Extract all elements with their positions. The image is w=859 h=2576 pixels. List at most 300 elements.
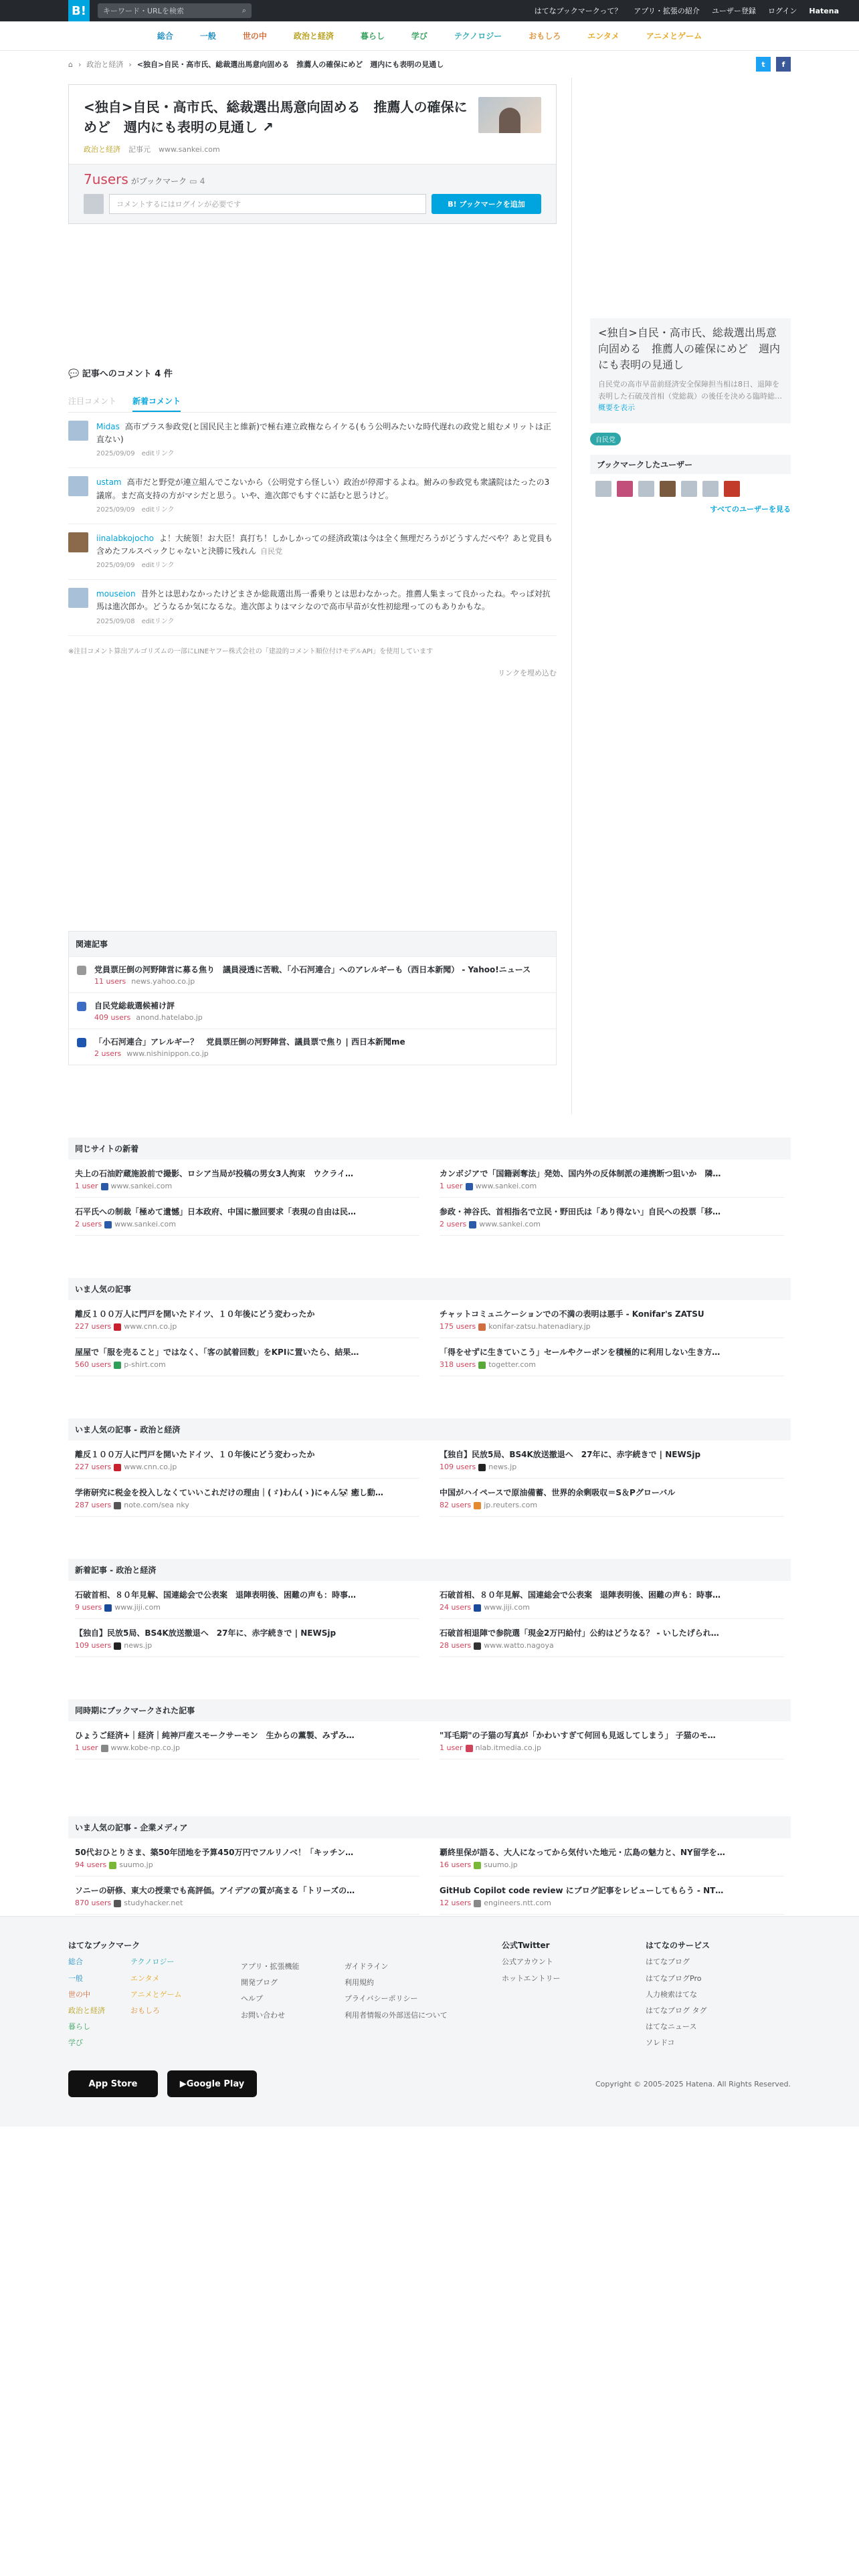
section-item-title[interactable]: GitHub Copilot code review にブログ記事をレビューしてもらう - NT…	[440, 1886, 724, 1895]
section-item[interactable]	[440, 1721, 784, 1759]
section-item-meta	[440, 1463, 784, 1471]
bookmark-users-count[interactable]: 7users	[84, 171, 128, 187]
section-item-meta	[75, 1641, 419, 1650]
comment-permalink[interactable]: editリンク	[141, 562, 175, 570]
comment-item	[68, 524, 557, 580]
related-articles	[68, 931, 557, 1065]
favicon-icon	[114, 1900, 121, 1907]
comment-date-text[interactable]: 2025/09/08	[96, 617, 135, 625]
related-body	[94, 964, 531, 986]
section-0	[68, 1138, 791, 1236]
avatar[interactable]	[68, 588, 88, 608]
main-wrap	[68, 51, 791, 1940]
section-item-meta	[75, 1603, 419, 1612]
comment-item	[68, 468, 557, 524]
about-link[interactable]: はてなブックマークって？	[534, 7, 622, 15]
entry-category[interactable]: 政治と経済	[84, 145, 120, 154]
section-item-meta	[75, 1322, 419, 1331]
sidebar-tag[interactable]: 自民党	[590, 433, 621, 445]
section-item[interactable]	[440, 1198, 784, 1236]
footer-service-link[interactable]: はてなニュース	[646, 2022, 697, 2032]
category-3[interactable]: 政治と経済	[293, 31, 334, 41]
sidebar-desc: 自民党の高市早苗前経済安全保障担当相は8日、退陣を表明した石破茂首相（党総裁）の後任を決める臨時総…	[598, 380, 782, 401]
section-item[interactable]	[75, 1160, 419, 1198]
section-item[interactable]	[440, 1619, 784, 1657]
section-item-meta	[440, 1322, 784, 1331]
comment-username[interactable]: ustam	[96, 477, 122, 488]
related-domain[interactable]: anond.hatelabo.jp	[136, 1013, 203, 1022]
section-item-title[interactable]: 覇終里保が語る、大人になってから気付いた地元・広島の魅力と、NY留学を…	[440, 1848, 725, 1857]
top-bar	[0, 0, 859, 21]
section-item-meta	[75, 1743, 419, 1752]
comment-text: よ！大統領！お大臣！真打ち！しかしかっての経済政策は今は全く無理だろうがどうすんだべや？あと党員も含めたフルスペックじゃないと決勝に残れん	[96, 533, 553, 556]
favicon-icon	[469, 1221, 476, 1228]
breadcrumb-title: <独自>自民・高市氏、総裁選出馬意向固める 推薦人の確保にめど 週内にも表明の見通し	[136, 60, 444, 69]
section-item[interactable]	[75, 1300, 419, 1338]
section-item[interactable]	[440, 1876, 784, 1915]
section-item-domain[interactable]: jp.reuters.com	[484, 1501, 538, 1509]
column-divider	[571, 78, 572, 1114]
section-item-users[interactable]: 1 user	[75, 1743, 98, 1752]
favicon-icon	[478, 1323, 486, 1331]
section-item-domain[interactable]: konifar-zatsu.hatenadiary.jp	[488, 1322, 591, 1331]
related-domain[interactable]: www.nishinippon.co.jp	[126, 1049, 209, 1058]
user-avatar[interactable]	[595, 481, 611, 497]
copyright: Copyright © 2005-2025 Hatena. All Rights Reserved.	[595, 2080, 791, 2088]
section-item-title[interactable]: 石破首相退陣で参院選「現金2万円給付」公約はどうなる？ - いしたげられ…	[440, 1628, 719, 1638]
comment-input[interactable]: コメントするにはログインが必要です	[109, 194, 426, 214]
comment-username[interactable]: iinalabkojocho	[96, 533, 155, 543]
breadcrumb-category[interactable]: 政治と経済	[86, 60, 124, 69]
section-item-meta	[75, 1899, 419, 1907]
section-item-users[interactable]: 24 users	[440, 1603, 472, 1612]
favicon-icon	[114, 1323, 121, 1331]
section-item-domain[interactable]: www.jiji.com	[114, 1603, 161, 1612]
section-item-users[interactable]: 28 users	[440, 1641, 472, 1650]
user-avatar[interactable]	[702, 481, 719, 497]
bookmark-area	[69, 164, 556, 223]
top-nav	[535, 5, 839, 16]
section-item-users[interactable]: 2 users	[440, 1220, 467, 1228]
related-body	[94, 1036, 405, 1058]
section-grid	[68, 1300, 791, 1376]
section-item-meta	[75, 1220, 419, 1228]
section-item-users[interactable]: 12 users	[440, 1899, 472, 1907]
twitter-heading: 公式Twitter	[502, 1941, 550, 1950]
hatena-brand[interactable]: Hatena	[809, 6, 839, 15]
app-store-badge[interactable]: App Store	[68, 2070, 158, 2097]
footer-service-link[interactable]: はてなブログ タグ	[646, 2006, 707, 2015]
section-item-meta	[440, 1603, 784, 1612]
section-grid	[68, 1440, 791, 1517]
footer-link[interactable]: 開発ブログ	[241, 1978, 278, 1988]
section-item-meta	[75, 1860, 419, 1869]
comment-text: 高市だと野党が連立組んでこないから（公明党すら怪しい）政治が停滞するよね。鮒みの参政党も衆議院はたったの3議席。まだ高支持の方がマシだと思う。いや、進次郎でもすぐに話むと思うけど。	[96, 477, 550, 500]
section-item-users[interactable]: 175 users	[440, 1322, 476, 1331]
comment-permalink[interactable]: editリンク	[141, 617, 175, 625]
related-users[interactable]: 2 users	[94, 1049, 122, 1058]
avatar[interactable]	[68, 421, 88, 441]
category-9[interactable]: アニメとゲーム	[646, 31, 702, 41]
comment-body	[96, 421, 557, 459]
related-meta	[94, 1049, 405, 1058]
section-item[interactable]	[75, 1581, 419, 1619]
footer-category-link[interactable]: アニメとゲーム	[130, 1990, 182, 1999]
comment-algorithm-note: ※注目コメント算出アルゴリズムの一部にLINEヤフー株式会社の「建設的コメント順位付けモデルAPI」を使用しています	[68, 647, 434, 655]
section-item-meta	[75, 1463, 419, 1471]
section-item-domain[interactable]: engineers.ntt.com	[484, 1899, 551, 1907]
comment-date-text[interactable]: 2025/09/09	[96, 506, 135, 514]
section-item-domain[interactable]: p-shirt.com	[124, 1360, 166, 1369]
section-item-users[interactable]: 82 users	[440, 1501, 472, 1509]
comments-section	[68, 366, 557, 678]
footer-category-link[interactable]: おもしろ	[130, 2006, 160, 2015]
footer-twitter-link[interactable]: 公式アカウント	[502, 1957, 553, 1967]
play-icon: ▶	[179, 2078, 187, 2089]
related-domain[interactable]: news.yahoo.co.jp	[131, 977, 195, 986]
user-avatar[interactable]	[660, 481, 676, 497]
section-item-title[interactable]: 【独自】民放5局、BS4K放送撤退へ 27年に、赤字続きで | NEWSjp	[440, 1450, 701, 1459]
section-item[interactable]	[440, 1479, 784, 1517]
section-item-domain[interactable]: www.cnn.co.jp	[124, 1463, 177, 1471]
home-icon[interactable]: ⌂	[68, 60, 73, 69]
section-heading: いま人気の記事 - 政治と経済	[68, 1418, 791, 1440]
section-item-users[interactable]: 287 users	[75, 1501, 112, 1509]
section-item-title[interactable]: 学術研究に税金を投入しなくていいこれだけの理由｜(ゞ)わん(ゝ)にゃん🐼 癒し動…	[75, 1488, 383, 1497]
related-title[interactable]: 党員票圧倒の河野陣営に募る焦り 議員浸透に苦戦、「小石河連合」へのアレルギーも（西日本新聞） - Yahoo!ニュース	[94, 965, 531, 974]
comment-date-text[interactable]: 2025/09/09	[96, 562, 135, 570]
section-item-title[interactable]: 「得をせずに生きていこう」セールやクーポンを積極的に利用しない生き方…	[440, 1348, 721, 1357]
section-item[interactable]	[75, 1876, 419, 1915]
login-link[interactable]: ログイン	[767, 7, 797, 15]
footer-service-link[interactable]: はてなブログPro	[646, 1973, 702, 1983]
footer-category-link[interactable]: 世の中	[68, 1990, 90, 1999]
section-item[interactable]	[440, 1300, 784, 1338]
favicon-icon	[474, 1604, 481, 1612]
related-item[interactable]	[69, 1029, 556, 1065]
section-item-meta	[440, 1899, 784, 1907]
related-meta	[94, 1013, 203, 1022]
category-1[interactable]: 一般	[199, 31, 216, 41]
footer-service-link[interactable]: ソレドコ	[646, 2038, 675, 2048]
footer-link[interactable]: 利用規約	[345, 1978, 374, 1988]
section-item-users[interactable]: 2 users	[75, 1220, 102, 1228]
section-item-users[interactable]: 227 users	[75, 1463, 112, 1471]
section-item-domain[interactable]: www.jiji.com	[484, 1603, 530, 1612]
section-heading: 同時期にブックマークされた記事	[68, 1699, 791, 1721]
section-item-title[interactable]: カンボジアで「国籍剥奪法」発効、国内外の反体制派の連携断つ狙いか 隣…	[440, 1169, 721, 1178]
add-bookmark-button[interactable]: B! ブックマークを追加	[432, 194, 541, 214]
section-item[interactable]	[75, 1838, 419, 1876]
section-item-domain[interactable]: www.cnn.co.jp	[124, 1322, 177, 1331]
related-heading: 関連記事	[69, 932, 556, 956]
section-item[interactable]	[75, 1198, 419, 1236]
footer-link[interactable]: ガイドライン	[345, 1962, 389, 1971]
comment-date	[96, 505, 557, 516]
comment-date-text[interactable]: 2025/09/09	[96, 450, 135, 458]
section-item-users[interactable]: 16 users	[440, 1860, 472, 1869]
source-domain[interactable]: www.sankei.com	[159, 144, 220, 154]
section-item-domain[interactable]: studyhacker.net	[124, 1899, 183, 1907]
section-item-domain[interactable]: www.sankei.com	[479, 1220, 541, 1228]
bookmark-user-icons	[590, 474, 791, 504]
category-4[interactable]: 暮らし	[360, 31, 385, 41]
avatar[interactable]	[68, 532, 88, 552]
section-item-title[interactable]: 中国がハイペースで原油備蓄、世界的余剰吸収＝S＆Pグローバル	[440, 1488, 676, 1497]
footer-category-link[interactable]: 学び	[68, 2038, 83, 2048]
section-heading: いま人気の記事	[68, 1278, 791, 1300]
section-item-meta	[440, 1220, 784, 1228]
footer-service-link[interactable]: はてなブログ	[646, 1957, 690, 1967]
search-input[interactable]	[98, 3, 252, 18]
comment-list	[68, 413, 557, 636]
category-0[interactable]: 総合	[157, 31, 173, 41]
footer-category-link[interactable]: 暮らし	[68, 2022, 90, 2032]
section-item-domain[interactable]: www.sankei.com	[110, 1182, 173, 1190]
section-4	[68, 1699, 791, 1759]
section-item[interactable]	[440, 1581, 784, 1619]
section-item-meta	[440, 1743, 784, 1752]
google-play-badge[interactable]: ▶ Google Play	[167, 2070, 257, 2097]
comment-body	[96, 532, 557, 571]
related-item[interactable]	[69, 992, 556, 1029]
section-item-title[interactable]: 【独自】民放5局、BS4K放送撤退へ 27年に、赤字続きで | NEWSjp	[75, 1628, 337, 1638]
section-item-domain[interactable]: togetter.com	[488, 1360, 536, 1369]
favicon-icon	[474, 1900, 481, 1907]
section-item-users[interactable]: 109 users	[440, 1463, 476, 1471]
source-label: 記事元	[128, 145, 151, 154]
show-summary-link[interactable]: 概要を表示	[598, 403, 635, 413]
bookmark-users-heading: ブックマークしたユーザー	[590, 455, 791, 474]
footer-service-link[interactable]: 人力検索はてな	[646, 1990, 697, 1999]
external-link-icon[interactable]: ↗	[262, 119, 274, 135]
section-item-meta	[440, 1860, 784, 1869]
sidebar	[590, 318, 791, 514]
section-item-title[interactable]: 石破首相、８０年見解、国連総会で公表案 退陣表明後、困難の声も：時事…	[75, 1590, 357, 1600]
section-grid	[68, 1160, 791, 1236]
footer-link[interactable]: ヘルプ	[241, 1994, 263, 2004]
footer-link[interactable]: プライバシーポリシー	[345, 1994, 418, 2004]
section-item-title[interactable]: ひょうご経済+｜経済｜純神戸産スモークサーモン 生からの薫製、みずみ…	[75, 1731, 355, 1740]
comment-permalink[interactable]: editリンク	[141, 506, 175, 514]
favicon-icon	[114, 1464, 121, 1471]
footer-twitter-link[interactable]: ホットエントリー	[502, 1973, 561, 1983]
section-item-users[interactable]: 94 users	[75, 1860, 107, 1869]
section-item-domain[interactable]: suumo.jp	[119, 1860, 153, 1869]
section-item-domain[interactable]: www.sankei.com	[475, 1182, 537, 1190]
related-body	[94, 1000, 203, 1022]
breadcrumb: ⌂ › 政治と経済 › <独自>自民・高市氏、総裁選出馬意向固める 推薦人の確保にめど 週内にも表明の見通し t f	[68, 51, 791, 78]
section-item-domain[interactable]: www.kobe-np.co.jp	[110, 1743, 180, 1752]
footer-category-link[interactable]: エンタメ	[130, 1973, 160, 1983]
section-item-meta	[440, 1182, 784, 1190]
comment-date	[96, 449, 557, 459]
footer-category-link[interactable]: 一般	[68, 1973, 83, 1983]
footer-col-services	[646, 1937, 710, 2052]
comment-icon: ▭	[189, 177, 197, 186]
comment-text: 昔外とは思わなかったけどまさか総裁選出馬一番乗りとは思わなかった。推薦人集まって良かったね。やっぱ対抗馬は進次郎か。どうなるか気になるな。進次郎よりはマシなので高市早苗が女性初総理ってのもありかもな。	[96, 589, 551, 612]
user-avatar[interactable]	[638, 481, 654, 497]
favicon-icon	[466, 1745, 473, 1752]
comments-heading: 記事へのコメント 4 件	[82, 369, 173, 379]
favicon-icon	[474, 1862, 481, 1869]
footer-category-link[interactable]: テクノロジー	[130, 1957, 175, 1967]
comment-body	[96, 588, 557, 627]
comment-date	[96, 560, 557, 571]
section-item-meta	[440, 1501, 784, 1509]
tab-new-comments[interactable]: 新着コメント	[132, 391, 181, 412]
section-item-title[interactable]: 離反１００万人に門戸を開いたドイツ、１０年後にどう変わったか	[75, 1450, 315, 1459]
section-item-title[interactable]: 夫上の石油貯蔵施設前で撮影、ロシア当局が投稿の男女3人拘束 ウクライ…	[75, 1169, 353, 1178]
footer-link[interactable]: お問い合わせ	[241, 2010, 285, 2020]
footer-col-apps	[241, 1959, 300, 2024]
footer-link[interactable]: アプリ・拡張機能	[241, 1962, 300, 1971]
favicon-icon	[77, 1038, 86, 1047]
sidebar-title[interactable]: <独自>自民・高市氏、総裁選出馬意向固める 推薦人の確保にめど 週内にも表明の見通し	[598, 326, 781, 371]
apps-link[interactable]: アプリ・拡張の紹介	[634, 7, 700, 15]
related-item[interactable]	[69, 956, 556, 992]
facebook-icon[interactable]: f	[776, 57, 791, 72]
section-item-meta	[440, 1641, 784, 1650]
section-item-title[interactable]: チャットコミュニケーションでの不満の表明は悪手 - Konifar's ZATSU	[440, 1309, 704, 1319]
user-avatar[interactable]	[724, 481, 740, 497]
bookmark-label: がブックマーク	[130, 177, 187, 186]
section-item-title[interactable]: 離反１００万人に門戸を開いたドイツ、１０年後にどう変わったか	[75, 1309, 315, 1319]
section-item-users[interactable]: 560 users	[75, 1360, 112, 1369]
section-item-users[interactable]: 227 users	[75, 1322, 112, 1331]
category-6[interactable]: テクノロジー	[454, 31, 502, 41]
comment-item	[68, 580, 557, 635]
section-item-users[interactable]: 1 user	[440, 1743, 463, 1752]
section-item-users[interactable]: 870 users	[75, 1899, 112, 1907]
section-item-domain[interactable]: www.sankei.com	[114, 1220, 176, 1228]
footer-category-link[interactable]: 総合	[68, 1957, 83, 1967]
footer	[0, 1916, 859, 2127]
section-item-domain[interactable]: suumo.jp	[484, 1860, 518, 1869]
avatar	[84, 194, 104, 214]
embed-link[interactable]: リンクを埋め込む	[498, 668, 557, 677]
section-item-domain[interactable]: news.jp	[488, 1463, 517, 1471]
favicon-icon	[109, 1862, 116, 1869]
entry-title[interactable]: <独自>自民・高市氏、総裁選出馬意向固める 推薦人の確保にめど 週内にも表明の見通し ↗	[84, 99, 468, 135]
section-item[interactable]	[75, 1721, 419, 1759]
section-item-users[interactable]: 318 users	[440, 1360, 476, 1369]
favicon-icon	[114, 1502, 121, 1509]
related-title[interactable]: 「小石河連合」アレルギー？ 党員票圧倒の河野陣営、議員票で焦り | 西日本新聞me	[94, 1037, 405, 1047]
footer-bookmark-heading: はてなブックマーク	[68, 1941, 140, 1950]
footer-col-twitter	[502, 1937, 561, 1987]
search-placeholder: キーワード・URLを検索	[103, 7, 184, 15]
services-heading: はてなのサービス	[646, 1941, 710, 1950]
user-avatar[interactable]	[681, 481, 697, 497]
section-item-meta	[75, 1360, 419, 1369]
twitter-icon[interactable]: t	[756, 57, 771, 72]
section-item-domain[interactable]: note.com/sea nky	[124, 1501, 189, 1509]
favicon-icon	[466, 1183, 473, 1190]
avatar[interactable]	[68, 476, 88, 496]
all-users-link[interactable]: すべてのユーザーを見る	[710, 504, 791, 514]
section-item-title[interactable]: 参政・神谷氏、首相指名で立民・野田氏は「あり得ない」自民への投票「移…	[440, 1207, 721, 1216]
section-item-domain[interactable]: nlab.itmedia.co.jp	[475, 1743, 541, 1752]
section-item-domain[interactable]: news.jp	[124, 1641, 153, 1650]
section-item-users[interactable]: 109 users	[75, 1641, 112, 1650]
comment-text: 高市プラス参政党(と国民民主と維新)で極右連立政権ならイケる(もう公明みたいな時代遅れの政党と組むメリットは正直ない)	[96, 422, 551, 445]
section-3	[68, 1559, 791, 1657]
favicon-icon	[114, 1362, 121, 1369]
category-7[interactable]: おもしろ	[529, 31, 561, 41]
section-grid	[68, 1581, 791, 1657]
section-item-title[interactable]: ソニーの研修、東大の授業でも高評価。アイデアの質が高まる「トリーズの…	[75, 1886, 355, 1895]
section-item-domain[interactable]: www.watto.nagoya	[484, 1641, 554, 1650]
section-heading: 新着記事 - 政治と経済	[68, 1559, 791, 1581]
comment-tag[interactable]: 自民党	[260, 546, 283, 556]
section-item[interactable]	[75, 1619, 419, 1657]
favicon-icon	[478, 1464, 486, 1471]
category-5[interactable]: 学び	[411, 31, 427, 41]
comment-item	[68, 413, 557, 468]
section-item[interactable]	[440, 1838, 784, 1876]
signup-link[interactable]: ユーザー登録	[711, 7, 756, 15]
related-title[interactable]: 自民党総裁選候補け評	[94, 1001, 175, 1010]
favicon-icon	[114, 1642, 121, 1650]
section-item-title[interactable]: 石破首相、８０年見解、国連総会で公表案 退陣表明後、困難の声も：時事…	[440, 1590, 721, 1600]
user-avatar[interactable]	[617, 481, 633, 497]
comment-permalink[interactable]: editリンク	[141, 450, 175, 458]
category-8[interactable]: エンタメ	[587, 31, 619, 41]
favicon-icon	[478, 1362, 486, 1369]
section-1	[68, 1278, 791, 1376]
hatena-bookmark-logo[interactable]: B!	[68, 0, 90, 21]
favicon-icon	[77, 1002, 86, 1011]
section-item[interactable]	[440, 1160, 784, 1198]
section-item-title[interactable]: 屋屋で「服を売ること」ではなく、「客の試着回数」をKPIに置いたら、結果…	[75, 1348, 359, 1357]
section-item[interactable]	[75, 1338, 419, 1376]
section-item[interactable]	[440, 1338, 784, 1376]
section-5	[68, 1816, 791, 1915]
related-users[interactable]: 409 users	[94, 1013, 131, 1022]
footer-col-guides	[345, 1959, 448, 2024]
favicon-icon	[101, 1745, 108, 1752]
favicon-icon	[474, 1642, 481, 1650]
entry-box	[68, 84, 557, 224]
entry-thumbnail[interactable]	[478, 97, 541, 133]
section-item-title[interactable]: 石平氏への制裁「極めて遺憾」日本政府、中国に撤回要求「表現の自由は民…	[75, 1207, 357, 1216]
related-meta	[94, 977, 531, 986]
section-item-users[interactable]: 1 user	[440, 1182, 463, 1190]
footer-link[interactable]: 利用者情報の外部送信について	[345, 2010, 448, 2020]
section-grid	[68, 1721, 791, 1759]
section-item-title[interactable]: 50代おひとりさま、築50年団地を予算450万円でフルリノベ！「キッチン…	[75, 1848, 354, 1857]
category-nav	[0, 21, 859, 51]
footer-category-link[interactable]: 政治と経済	[68, 2006, 105, 2015]
tab-popular-comments[interactable]: 注目コメント	[68, 397, 117, 406]
section-item[interactable]	[440, 1440, 784, 1479]
section-item-title[interactable]: "耳毛期"の子猫の写真が「かわいすぎて何回も見返してしまう」 子猫のモ…	[440, 1731, 716, 1740]
section-item[interactable]	[75, 1440, 419, 1479]
section-item-users[interactable]: 1 user	[75, 1182, 98, 1190]
section-heading: いま人気の記事 - 企業メディア	[68, 1816, 791, 1838]
category-2[interactable]: 世の中	[242, 31, 267, 41]
search-icon[interactable]: ⌕	[242, 6, 246, 15]
favicon-icon	[77, 966, 86, 975]
comment-username[interactable]: Midas	[96, 422, 120, 431]
comment-count: 4	[199, 177, 205, 186]
section-item-meta	[75, 1182, 419, 1190]
section-item-users[interactable]: 9 users	[75, 1603, 102, 1612]
section-item[interactable]	[75, 1479, 419, 1517]
comment-username[interactable]: mouseion	[96, 589, 136, 599]
related-users[interactable]: 11 users	[94, 977, 126, 986]
